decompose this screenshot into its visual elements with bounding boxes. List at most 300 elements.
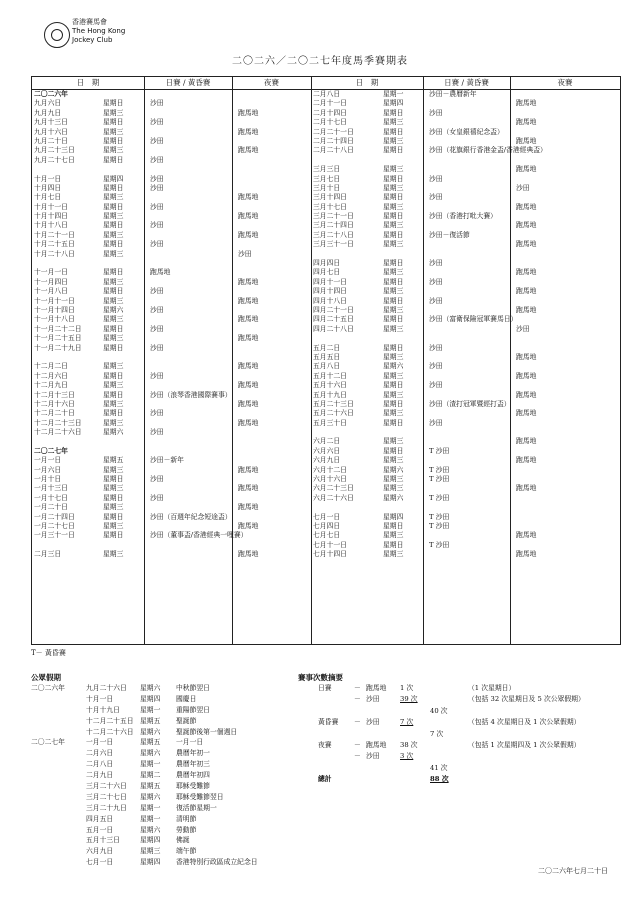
holiday-row xyxy=(31,716,331,727)
holiday-name: 耶穌受難節 xyxy=(176,782,210,791)
count: 1 次 xyxy=(400,684,414,692)
race-date: 七月七日 xyxy=(313,531,341,540)
race-date: 七月十四日 xyxy=(313,550,347,559)
schedule-row xyxy=(32,409,311,418)
day-meeting: 沙田（百週年紀念短途盃） xyxy=(150,512,232,521)
race-date: 三月二十四日 xyxy=(313,221,354,230)
night-meeting: 跑馬地 xyxy=(238,334,259,343)
race-date: 六月二日 xyxy=(313,437,341,446)
weekday: 星期日 xyxy=(383,521,404,530)
race-date: 七月十一日 xyxy=(313,540,347,549)
race-date: 五月八日 xyxy=(313,362,341,371)
weekday: 星期六 xyxy=(103,428,124,437)
race-date: 九月十六日 xyxy=(34,127,68,136)
weekday: 星期三 xyxy=(383,484,404,493)
night-meeting: 跑馬地 xyxy=(238,193,259,202)
holiday-weekday: 星期六 xyxy=(140,749,161,758)
day-meeting: 沙田－復活節 xyxy=(429,230,470,239)
schedule-row xyxy=(32,494,311,503)
day-meeting: 沙田 xyxy=(429,418,443,427)
holiday-date: 一月一日 xyxy=(86,738,114,747)
day-meeting: T 沙田 xyxy=(429,475,450,484)
holiday-weekday: 星期六 xyxy=(140,792,161,801)
race-date: 十月二十八日 xyxy=(34,249,75,258)
day-meeting: 沙田 xyxy=(429,362,443,371)
day-meeting: 沙田 xyxy=(150,343,164,352)
holiday-date: 五月十三日 xyxy=(86,836,120,845)
race-date: 一月一日 xyxy=(34,456,62,465)
race-date: 六月二十六日 xyxy=(313,493,354,502)
day-meeting: T 沙田 xyxy=(429,446,450,455)
holiday-weekday: 星期六 xyxy=(140,727,161,736)
weekday: 星期三 xyxy=(383,390,404,399)
weekday: 星期三 xyxy=(383,118,404,127)
weekday: 星期三 xyxy=(103,127,124,136)
schedule-row xyxy=(32,541,311,550)
weekday: 星期三 xyxy=(103,418,124,427)
schedule-row xyxy=(311,428,620,437)
night-meeting: 跑馬地 xyxy=(516,305,537,314)
summary-row xyxy=(318,683,618,694)
race-date: 四月二十八日 xyxy=(313,324,354,333)
org-name-en-line2: Jockey Club xyxy=(72,36,113,44)
night-meeting: 跑馬地 xyxy=(516,371,537,380)
count-note: （包括 4 次星期日及 1 次公眾假期） xyxy=(468,718,581,727)
holiday-weekday: 星期六 xyxy=(140,684,161,692)
schedule-row xyxy=(32,128,311,137)
night-meeting: 跑馬地 xyxy=(516,136,537,145)
schedule-row xyxy=(311,259,620,268)
day-meeting: 沙田 xyxy=(150,136,164,145)
holiday-name: 端午節 xyxy=(176,847,197,856)
weekday: 星期日 xyxy=(383,399,404,408)
weekday: 星期三 xyxy=(103,193,124,202)
night-meeting: 跑馬地 xyxy=(238,212,259,221)
weekday: 星期三 xyxy=(103,277,124,286)
weekday: 星期日 xyxy=(383,230,404,239)
race-date: 二月二十一日 xyxy=(313,127,354,136)
day-meeting: 沙田 xyxy=(150,221,164,230)
public-holidays-title: 公眾假期 xyxy=(31,673,61,682)
race-date: 二月十七日 xyxy=(313,118,347,127)
weekday: 星期三 xyxy=(383,352,404,361)
weekday: 星期四 xyxy=(383,512,404,521)
holiday-name: 農曆年初一 xyxy=(176,749,210,758)
weekday: 星期三 xyxy=(103,521,124,530)
race-date: 十一月八日 xyxy=(34,287,68,296)
weekday: 星期日 xyxy=(103,409,124,418)
schedule-row xyxy=(311,156,620,165)
weekday: 星期日 xyxy=(383,193,404,202)
subtotal: 88 次 xyxy=(430,775,449,784)
weekday: 星期三 xyxy=(383,531,404,540)
org-name-zh: 香港賽馬會 xyxy=(72,18,107,26)
race-date: 十一月二十五日 xyxy=(34,334,82,343)
schedule-row xyxy=(311,146,620,155)
year-heading xyxy=(32,447,311,456)
weekday: 星期日 xyxy=(383,296,404,305)
day-meeting: 沙田 xyxy=(150,409,164,418)
race-date: 五月二十三日 xyxy=(313,399,354,408)
schedule-row xyxy=(311,268,620,277)
day-meeting: T 沙田 xyxy=(429,512,450,521)
schedule-row xyxy=(32,137,311,146)
count: 38 次 xyxy=(400,740,418,749)
weekday: 星期日 xyxy=(103,371,124,380)
race-date: 十月二十五日 xyxy=(34,240,75,249)
day-meeting: 沙田－農曆新年 xyxy=(429,90,477,98)
schedule-row xyxy=(32,391,311,400)
holiday-date: 二月八日 xyxy=(86,760,114,769)
holiday-row xyxy=(31,846,331,857)
race-date: 五月五日 xyxy=(313,352,341,361)
weekday: 星期四 xyxy=(383,99,404,108)
night-meeting: 沙田 xyxy=(516,324,530,333)
schedule-row xyxy=(311,315,620,324)
holiday-date: 三月二十九日 xyxy=(86,803,127,812)
race-date: 十月十四日 xyxy=(34,212,68,221)
weekday: 星期三 xyxy=(383,409,404,418)
race-date: 五月二日 xyxy=(313,343,341,352)
header-day: 日賽 / 黃昏賽 xyxy=(165,78,211,87)
night-meeting: 跑馬地 xyxy=(238,381,259,390)
night-meeting: 跑馬地 xyxy=(516,221,537,230)
race-date: 三月七日 xyxy=(313,174,341,183)
schedule-row xyxy=(32,400,311,409)
day-meeting: 沙田 xyxy=(150,118,164,127)
venue: 跑馬地 xyxy=(366,684,387,692)
race-date: 五月十六日 xyxy=(313,381,347,390)
subtotal: 7 次 xyxy=(430,729,444,738)
weekday: 星期日 xyxy=(383,343,404,352)
race-date: 十一月十一日 xyxy=(34,296,75,305)
holiday-weekday: 星期一 xyxy=(140,803,161,812)
day-meeting: 沙田（富衛保險冠軍賽馬日） xyxy=(429,315,518,324)
schedule-row xyxy=(32,344,311,353)
race-date: 十一月十八日 xyxy=(34,315,75,324)
race-date: 二〇二七年 xyxy=(34,446,68,455)
header-day: 日賽 / 黃昏賽 xyxy=(444,78,489,87)
race-date: 一月十三日 xyxy=(34,484,68,493)
schedule-row xyxy=(32,513,311,522)
weekday: 星期三 xyxy=(383,221,404,230)
race-date: 九月九日 xyxy=(34,108,62,117)
weekday: 星期日 xyxy=(103,287,124,296)
weekday: 星期日 xyxy=(103,343,124,352)
weekday: 星期三 xyxy=(383,240,404,249)
holiday-row xyxy=(31,683,331,694)
weekday: 星期日 xyxy=(383,277,404,286)
schedule-rows-right xyxy=(311,90,620,560)
schedule-row xyxy=(32,156,311,165)
header-night: 夜賽 xyxy=(264,78,279,87)
race-date: 四月二十一日 xyxy=(313,305,354,314)
day-meeting: 沙田 xyxy=(150,371,164,380)
holiday-row xyxy=(31,792,331,803)
schedule-row xyxy=(311,391,620,400)
day-meeting: 跑馬地 xyxy=(150,268,171,277)
schedule-row xyxy=(32,550,311,559)
weekday: 星期日 xyxy=(103,268,124,277)
weekday: 星期一 xyxy=(383,90,404,98)
night-meeting: 跑馬地 xyxy=(238,362,259,371)
holiday-weekday: 星期四 xyxy=(140,836,161,845)
night-meeting: 跑馬地 xyxy=(238,315,259,324)
dash: － xyxy=(354,752,361,761)
schedule-row xyxy=(311,494,620,503)
holiday-date: 三月二十六日 xyxy=(86,782,127,791)
schedule-row xyxy=(311,456,620,465)
schedule-row xyxy=(311,381,620,390)
day-meeting: 沙田 xyxy=(429,174,443,183)
schedule-row xyxy=(311,466,620,475)
holiday-weekday: 星期五 xyxy=(140,738,161,747)
subtotal: 40 次 xyxy=(430,706,448,715)
holiday-weekday: 星期四 xyxy=(140,858,161,867)
night-meeting: 跑馬地 xyxy=(516,531,537,540)
race-date: 三月十日 xyxy=(313,183,341,192)
day-meeting: 沙田 xyxy=(150,305,164,314)
venue: 跑馬地 xyxy=(366,740,387,749)
schedule-row xyxy=(311,409,620,418)
holiday-row xyxy=(31,737,331,748)
race-date: 十二月二日 xyxy=(34,362,68,371)
holiday-row xyxy=(31,705,331,716)
holiday-weekday: 星期三 xyxy=(140,847,161,856)
schedule-row xyxy=(32,175,311,184)
day-meeting: 沙田 xyxy=(429,259,443,268)
weekday: 星期五 xyxy=(103,456,124,465)
holiday-name: 佛誕 xyxy=(176,836,190,845)
race-date: 一月二十七日 xyxy=(34,521,75,530)
holiday-row xyxy=(31,857,331,868)
schedule-row xyxy=(32,362,311,371)
weekday: 星期日 xyxy=(103,324,124,333)
holiday-name: 香港特別行政區成立紀念日 xyxy=(176,858,258,867)
holiday-weekday: 星期五 xyxy=(140,716,161,725)
schedule-row xyxy=(32,475,311,484)
schedule-row xyxy=(32,109,311,118)
night-meeting: 跑馬地 xyxy=(516,202,537,211)
night-meeting: 跑馬地 xyxy=(238,277,259,286)
schedule-row xyxy=(311,372,620,381)
schedule-row xyxy=(32,118,311,127)
race-schedule-table xyxy=(31,76,621,645)
holiday-name: 重陽節翌日 xyxy=(176,705,210,714)
schedule-row xyxy=(311,541,620,550)
night-meeting: 沙田 xyxy=(516,183,530,192)
weekday: 星期三 xyxy=(103,399,124,408)
weekday: 星期日 xyxy=(103,155,124,164)
schedule-row xyxy=(311,240,620,249)
day-meeting: 沙田 xyxy=(150,155,164,164)
day-meeting: 沙田 xyxy=(429,296,443,305)
race-date: 四月十八日 xyxy=(313,296,347,305)
schedule-row xyxy=(311,184,620,193)
schedule-row xyxy=(311,475,620,484)
holiday-name: 農曆年初四 xyxy=(176,771,210,780)
holiday-row xyxy=(31,825,331,836)
night-meeting: 跑馬地 xyxy=(516,437,537,446)
schedule-right-half xyxy=(311,77,620,644)
schedule-row xyxy=(311,231,620,240)
race-date: 十月十八日 xyxy=(34,221,68,230)
schedule-row xyxy=(311,212,620,221)
page-title: 二〇二六／二〇二七年度馬季賽期表 xyxy=(232,56,408,67)
holiday-name: 清明節 xyxy=(176,814,197,823)
weekday: 星期日 xyxy=(383,418,404,427)
weekday: 星期日 xyxy=(103,531,124,540)
holiday-date: 七月一日 xyxy=(86,858,114,867)
holiday-name: 聖誕節 xyxy=(176,716,197,725)
race-date: 十一月二十二日 xyxy=(34,324,82,333)
weekday: 星期日 xyxy=(103,475,124,484)
holiday-row xyxy=(31,814,331,825)
holiday-date: 十二月二十六日 xyxy=(86,727,134,736)
venue: 沙田 xyxy=(366,695,380,704)
holiday-date: 十月一日 xyxy=(86,694,114,703)
schedule-row xyxy=(32,240,311,249)
meeting-type: 總計 xyxy=(318,775,332,784)
holiday-name: 農曆年初三 xyxy=(176,760,210,769)
schedule-row xyxy=(32,419,311,428)
race-date: 十二月六日 xyxy=(34,371,68,380)
day-meeting: 沙田（香港打吡大賽） xyxy=(429,212,497,221)
holiday-row xyxy=(31,803,331,814)
schedule-row xyxy=(32,287,311,296)
holiday-weekday: 星期四 xyxy=(140,694,161,703)
holiday-date: 三月二十七日 xyxy=(86,792,127,801)
holiday-date: 五月一日 xyxy=(86,825,114,834)
night-meeting: 跑馬地 xyxy=(516,165,537,174)
holiday-name: 中秋節翌日 xyxy=(176,684,210,692)
weekday: 星期日 xyxy=(103,512,124,521)
weekday: 星期日 xyxy=(103,118,124,127)
night-meeting: 跑馬地 xyxy=(238,127,259,136)
schedule-row xyxy=(311,353,620,362)
race-date: 十一月十四日 xyxy=(34,305,75,314)
schedule-row xyxy=(311,550,620,559)
race-date: 一月十七日 xyxy=(34,493,68,502)
race-date: 六月六日 xyxy=(313,446,341,455)
night-meeting: 跑馬地 xyxy=(238,550,259,559)
race-date: 三月三十一日 xyxy=(313,240,354,249)
day-meeting: 沙田 xyxy=(150,475,164,484)
night-meeting: 跑馬地 xyxy=(516,550,537,559)
day-meeting: 沙田（女皇銀禧紀念盃） xyxy=(429,127,504,136)
schedule-row xyxy=(32,437,311,446)
race-date: 十一月四日 xyxy=(34,277,68,286)
schedule-row xyxy=(311,306,620,315)
race-date: 九月二十七日 xyxy=(34,155,75,164)
race-date: 五月三十日 xyxy=(313,418,347,427)
schedule-row xyxy=(311,165,620,174)
holiday-date: 十二月二十五日 xyxy=(86,716,134,725)
race-date: 七月一日 xyxy=(313,512,341,521)
schedule-row xyxy=(32,531,311,540)
weekday: 星期三 xyxy=(383,268,404,277)
schedule-row xyxy=(32,184,311,193)
race-date: 九月六日 xyxy=(34,99,62,108)
schedule-row xyxy=(311,297,620,306)
race-date: 五月十二日 xyxy=(313,371,347,380)
weekday: 星期日 xyxy=(383,259,404,268)
holiday-date: 九月二十六日 xyxy=(86,684,127,692)
schedule-row xyxy=(32,456,311,465)
race-date: 二月十四日 xyxy=(313,108,347,117)
weekday: 星期三 xyxy=(383,183,404,192)
night-meeting: 跑馬地 xyxy=(238,465,259,474)
night-meeting: 跑馬地 xyxy=(238,399,259,408)
schedule-row xyxy=(311,447,620,456)
night-meeting: 跑馬地 xyxy=(238,503,259,512)
night-meeting: 跑馬地 xyxy=(516,484,537,493)
schedule-rows-left xyxy=(32,90,311,560)
day-meeting: 沙田 xyxy=(429,277,443,286)
weekday: 星期日 xyxy=(103,390,124,399)
holiday-name: 復活節星期一 xyxy=(176,803,217,812)
schedule-row xyxy=(32,250,311,259)
weekday: 星期日 xyxy=(383,212,404,221)
schedule-row xyxy=(311,221,620,230)
race-date: 五月二十六日 xyxy=(313,409,354,418)
day-meeting: 沙田－新年 xyxy=(150,456,184,465)
night-meeting: 跑馬地 xyxy=(516,352,537,361)
day-meeting: 沙田 xyxy=(150,183,164,192)
summary-row xyxy=(318,717,618,728)
schedule-row xyxy=(311,287,620,296)
weekday: 星期日 xyxy=(103,202,124,211)
weekday: 星期日 xyxy=(103,221,124,230)
meeting-type: 夜賽 xyxy=(318,740,332,749)
race-date: 三月三日 xyxy=(313,165,341,174)
venue: 沙田 xyxy=(366,752,380,761)
race-count-summary xyxy=(318,683,618,786)
weekday: 星期日 xyxy=(383,446,404,455)
race-date: 六月十六日 xyxy=(313,475,347,484)
weekday: 星期三 xyxy=(383,287,404,296)
summary-title: 賽事次數摘要 xyxy=(298,673,343,682)
table-header xyxy=(32,77,311,90)
schedule-row xyxy=(32,306,311,315)
holiday-year: 二〇二七年 xyxy=(31,738,65,747)
race-date: 六月十二日 xyxy=(313,465,347,474)
weekday: 星期六 xyxy=(383,465,404,474)
count-note: （1 次星期日） xyxy=(468,684,516,692)
dash: － xyxy=(354,695,361,704)
weekday: 星期三 xyxy=(103,550,124,559)
weekday: 星期三 xyxy=(103,296,124,305)
schedule-row xyxy=(311,522,620,531)
night-meeting: 跑馬地 xyxy=(516,287,537,296)
weekday: 星期三 xyxy=(383,305,404,314)
count-note: （包括 1 次星期四及 1 次公眾假期） xyxy=(468,740,581,749)
schedule-row xyxy=(32,325,311,334)
race-date: 五月十九日 xyxy=(313,390,347,399)
holiday-row xyxy=(31,835,331,846)
race-date: 十二月九日 xyxy=(34,381,68,390)
day-meeting: 沙田 xyxy=(150,428,164,437)
weekday: 星期四 xyxy=(103,174,124,183)
holiday-weekday: 星期六 xyxy=(140,825,161,834)
schedule-row xyxy=(311,128,620,137)
meeting-type: 黃昏賽 xyxy=(318,718,339,727)
schedule-row xyxy=(32,372,311,381)
night-meeting: 跑馬地 xyxy=(238,108,259,117)
race-date: 三月二十八日 xyxy=(313,230,354,239)
schedule-row xyxy=(311,513,620,522)
weekday: 星期三 xyxy=(383,202,404,211)
